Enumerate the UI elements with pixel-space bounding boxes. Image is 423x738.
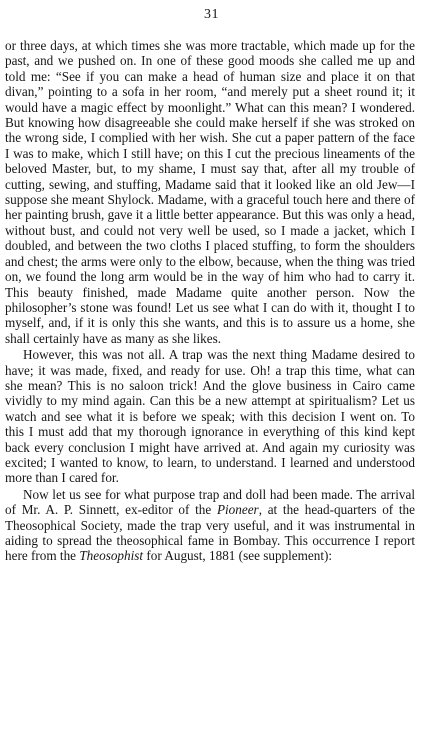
paragraph-2 [5,347,415,486]
paragraph-3-text-a: Now let us see for what purpose trap and doll had been made. The arrival of Mr. A. P. Sinnett, ex-editor of the [5,486,415,518]
paragraph-3-text-b: , at the head-quarters of the Theosophical Society, made the trap very useful, and it was instrumental in aiding to spread the theosophical fame in Bombay. This occurrence I report here from the [5,502,415,564]
paragraph-1-text: or three days, at which times she was more tractable, which made up for the past, and we pushed on. In one of these good moods she called me up and told me: “See if you can make a head of human size and place it on that divan,” pointing to a sofa in her room, “and merely put a sheet round it; it would have a magic effect by moonlight.” What can this mean? I wondered. But knowing how disagreeable she could make herself if she was stroked on the wrong side, I complied with her wish. She cut a paper pattern of the face I was to make, which I still have; on this I cut the precious lineaments of the beloved Master, but, to my shame, I must say that, after all my trouble of cutting, sewing, and stuffing, Madame said that it looked like an old Jew—I suppose she meant Shylock. Madame, with a graceful touch here and there of her painting brush, gave it a little better appearance. But this was only a head, without bust, and could not very well be used, so I made a jacket, which I doubled, and between the two cloths I placed stuffing, to form the shoulders and chest; the arms were only to the elbow, because, when the thing was tried on, we found the long arm would be in the way of him who had to carry it. This beauty finished, made Madame quite another person. Now the philosopher’s stone was found! Let us see what I can do with it, thought I to myself, and, if it is only this she wants, and this is to assure us a home, she shall certainly have as many as she likes. [5,38,415,346]
theosophist-title: Theosophist [79,548,144,564]
paragraph-3 [5,487,415,564]
paragraph-3-text-c: for August, 1881 (see supplement): [143,548,333,564]
paragraph-1 [5,38,415,346]
page-number: 31 [204,7,219,22]
paragraph-2-text: However, this was not all. A trap was the next thing Madame desired to have; it was made, fixed, and ready for use. Oh! a trap this time, what can she mean? This is no saloon trick! And the glove business in Cairo came vividly to my mind again. Can this be a new attempt at spiritualism? Let us watch and see what it is before we speak; with this decision I went on. To this I must add that my thorough ignorance in everything of this kind kept back every conclusion I might have arrived at. And again my curiosity was excited; I wanted to know, to learn, to understand. I learned and understood more than I cared for. [5,347,415,486]
body-text [5,38,415,564]
pioneer-title: Pioneer [216,502,259,518]
